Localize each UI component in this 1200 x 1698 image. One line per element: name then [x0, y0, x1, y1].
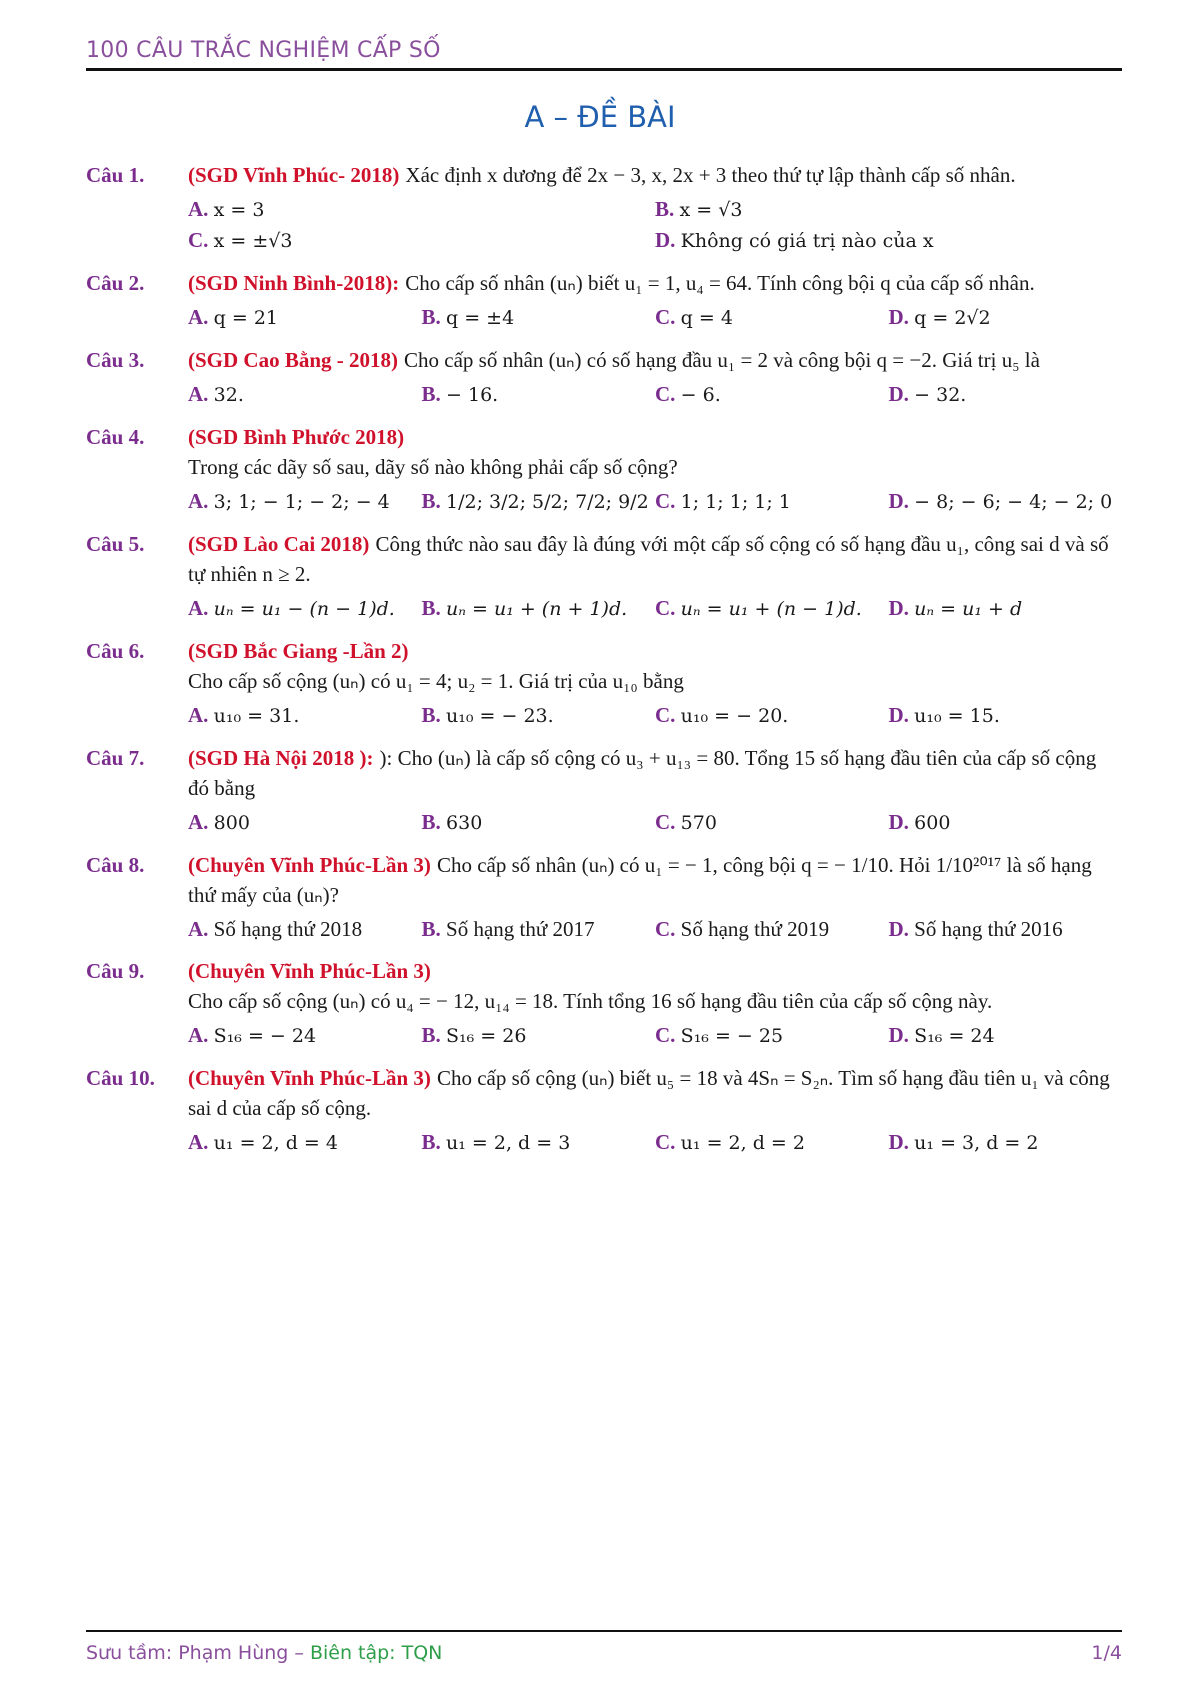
option-label: A. [188, 197, 209, 221]
question-source: (SGD Vĩnh Phúc- 2018) [188, 163, 400, 187]
option-label: A. [188, 596, 209, 620]
option-c[interactable] [655, 302, 889, 333]
header-divider [86, 68, 1122, 71]
option-a[interactable] [188, 486, 422, 517]
question-number: Câu 5. [86, 532, 145, 556]
option-c[interactable] [655, 379, 889, 410]
option-value: q = 2√2 [914, 307, 991, 329]
question-text: Công thức nào sau đây là đúng với một cấp số cộng có số hạng đầu u₁, công sai d và số tự nhiên n ≥ 2. [188, 532, 1109, 586]
option-label: B. [421, 917, 441, 941]
option-label: D. [888, 917, 909, 941]
option-label: D. [888, 305, 909, 329]
question-source: (Chuyên Vĩnh Phúc-Lần 3) [188, 1066, 431, 1090]
option-a[interactable] [188, 379, 422, 410]
option-d[interactable] [889, 807, 1123, 838]
option-label: B. [421, 596, 441, 620]
option-label: B. [421, 305, 441, 329]
option-label: A. [188, 1130, 209, 1154]
question-number: Câu 6. [86, 639, 145, 663]
option-c[interactable] [655, 593, 889, 624]
option-label: D. [888, 1023, 909, 1047]
option-b[interactable] [422, 379, 656, 410]
footer-collector: Sưu tầm: Phạm Hùng – [86, 1642, 310, 1664]
option-value: u₁₀ = − 23. [446, 705, 554, 727]
option-value: uₙ = u₁ + d [914, 598, 1023, 620]
option-c[interactable] [655, 1127, 889, 1158]
question-text: ): Cho (uₙ) là cấp số cộng có u₃ + u₁₃ = 80. Tổng 15 số hạng đầu tiên của cấp số cộng đó bằng [188, 746, 1097, 800]
option-value: 1/2; 3/2; 5/2; 7/2; 9/2 [446, 491, 649, 513]
option-value: q = ±4 [446, 307, 515, 329]
option-label: B. [421, 489, 441, 513]
option-label: D. [655, 228, 676, 252]
option-b[interactable] [422, 486, 656, 517]
option-value: 800 [213, 812, 250, 834]
option-label: D. [888, 489, 909, 513]
option-value: uₙ = u₁ + (n − 1)d. [680, 598, 862, 620]
option-label: C. [655, 703, 676, 727]
page-footer [86, 1642, 1122, 1664]
option-label: B. [421, 382, 441, 406]
option-value: − 16. [446, 384, 499, 406]
option-value: 3; 1; − 1; − 2; − 4 [213, 491, 390, 513]
option-value: − 32. [914, 384, 967, 406]
option-b[interactable] [422, 700, 656, 731]
question-1 [86, 160, 1122, 256]
question-number: Câu 8. [86, 853, 145, 877]
option-label: C. [655, 1130, 676, 1154]
option-label: D. [888, 1130, 909, 1154]
option-a[interactable] [188, 1127, 422, 1158]
option-label: D. [888, 703, 909, 727]
question-number: Câu 10. [86, 1066, 155, 1090]
question-7 [86, 743, 1122, 838]
option-value: 600 [914, 812, 951, 834]
option-b[interactable] [422, 1020, 656, 1051]
option-value: 630 [446, 812, 483, 834]
page-number: 1/4 [1091, 1642, 1122, 1664]
option-label: B. [421, 1130, 441, 1154]
option-a[interactable] [188, 914, 422, 944]
option-value: x = √3 [679, 199, 743, 221]
question-4 [86, 422, 1122, 517]
question-source: (SGD Bình Phước 2018) [188, 425, 405, 449]
option-label: A. [188, 1023, 209, 1047]
option-value: Không có giá trị nào của x [680, 230, 934, 252]
option-value: S₁₆ = 24 [914, 1025, 995, 1047]
question-number: Câu 4. [86, 425, 145, 449]
option-b[interactable] [422, 807, 656, 838]
option-value: Số hạng thứ 2017 [446, 917, 595, 941]
option-value: x = ±√3 [213, 230, 293, 252]
option-label: C. [655, 810, 676, 834]
question-number: Câu 2. [86, 271, 145, 295]
option-label: D. [888, 810, 909, 834]
option-d[interactable] [889, 302, 1123, 333]
question-10 [86, 1063, 1122, 1158]
footer-divider [86, 1630, 1122, 1632]
option-value: S₁₆ = − 25 [680, 1025, 784, 1047]
option-label: A. [188, 305, 209, 329]
question-text: Cho cấp số cộng (uₙ) có u₄ = − 12, u₁₄ = 18. Tính tổng 16 số hạng đầu tiên của cấp số cộng này. [188, 989, 993, 1013]
question-text: Cho cấp số cộng (uₙ) có u₁ = 4; u₂ = 1. Giá trị của u₁₀ bằng [188, 669, 684, 693]
question-9 [86, 956, 1122, 1051]
page-header-title: 100 CÂU TRẮC NGHIỆM CẤP SỐ [86, 38, 441, 63]
option-label: B. [655, 197, 675, 221]
option-value: − 8; − 6; − 4; − 2; 0 [914, 491, 1113, 513]
option-value: u₁ = 2, d = 2 [680, 1132, 805, 1154]
option-value: u₁ = 2, d = 4 [213, 1132, 338, 1154]
option-value: u₁₀ = − 20. [680, 705, 789, 727]
option-label: B. [421, 703, 441, 727]
option-value: x = 3 [213, 199, 265, 221]
option-label: C. [655, 596, 676, 620]
question-source: (SGD Cao Bằng - 2018) [188, 348, 399, 372]
option-label: A. [188, 489, 209, 513]
option-value: uₙ = u₁ − (n − 1)d. [213, 598, 395, 620]
question-number: Câu 1. [86, 163, 145, 187]
option-b[interactable] [422, 302, 656, 333]
option-value: Số hạng thứ 2018 [213, 917, 363, 941]
option-d[interactable] [889, 1020, 1123, 1051]
option-value: Số hạng thứ 2016 [914, 917, 1063, 941]
question-text: Cho cấp số nhân (uₙ) có u₁ = − 1, công bội q = − 1/10. Hỏi 1/10²⁰¹⁷ là số hạng thứ mấy của (uₙ)? [188, 853, 1092, 907]
option-label: C. [655, 1023, 676, 1047]
option-value: S₁₆ = − 24 [213, 1025, 317, 1047]
option-label: D. [888, 382, 909, 406]
question-number: Câu 3. [86, 348, 145, 372]
option-a[interactable] [188, 593, 422, 624]
option-value: Số hạng thứ 2019 [680, 917, 830, 941]
option-a[interactable] [188, 700, 422, 731]
question-3 [86, 345, 1122, 410]
option-value: u₁₀ = 31. [213, 705, 300, 727]
option-b[interactable] [422, 1127, 656, 1158]
option-a[interactable] [188, 194, 655, 225]
question-list [86, 160, 1122, 1170]
question-source: (SGD Bắc Giang -Lần 2) [188, 639, 409, 663]
option-d[interactable] [889, 379, 1123, 410]
question-2 [86, 268, 1122, 333]
option-value: 32. [213, 384, 244, 406]
option-c[interactable] [655, 914, 889, 944]
question-6 [86, 636, 1122, 731]
option-value: 570 [680, 812, 717, 834]
option-label: C. [188, 228, 209, 252]
option-d[interactable] [655, 225, 1122, 256]
footer-editor: Biên tập: TQN [309, 1642, 443, 1664]
option-d[interactable] [889, 914, 1123, 944]
option-value: S₁₆ = 26 [446, 1025, 527, 1047]
question-source: (SGD Ninh Bình-2018): [188, 271, 400, 295]
question-8 [86, 850, 1122, 944]
option-value: uₙ = u₁ + (n + 1)d. [446, 598, 628, 620]
option-a[interactable] [188, 302, 422, 333]
option-label: A. [188, 810, 209, 834]
option-label: D. [888, 596, 909, 620]
option-value: q = 21 [213, 307, 279, 329]
option-label: A. [188, 917, 209, 941]
option-d[interactable] [889, 486, 1123, 517]
option-label: C. [655, 382, 676, 406]
option-value: u₁ = 2, d = 3 [446, 1132, 571, 1154]
question-source: (Chuyên Vĩnh Phúc-Lần 3) [188, 959, 431, 983]
option-label: C. [655, 305, 676, 329]
option-a[interactable] [188, 807, 422, 838]
question-number: Câu 7. [86, 746, 145, 770]
section-title: A – ĐỀ BÀI [524, 100, 676, 134]
option-value: 1; 1; 1; 1; 1 [680, 491, 791, 513]
option-label: C. [655, 917, 676, 941]
option-value: u₁₀ = 15. [914, 705, 1000, 727]
option-b[interactable] [655, 194, 1122, 225]
question-source: (SGD Lào Cai 2018) [188, 532, 370, 556]
option-label: B. [421, 1023, 441, 1047]
question-source: (Chuyên Vĩnh Phúc-Lần 3) [188, 853, 431, 877]
question-text: Cho cấp số nhân (uₙ) biết u₁ = 1, u₄ = 64. Tính công bội q của cấp số nhân. [405, 271, 1035, 295]
question-5 [86, 529, 1122, 624]
option-label: A. [188, 382, 209, 406]
question-number: Câu 9. [86, 959, 145, 983]
option-d[interactable] [889, 593, 1123, 624]
option-a[interactable] [188, 1020, 422, 1051]
question-text: Cho cấp số cộng (uₙ) biết u₅ = 18 và 4Sₙ = S₂ₙ. Tìm số hạng đầu tiên u₁ và công sai d của cấp số cộng. [188, 1066, 1110, 1120]
option-value: u₁ = 3, d = 2 [914, 1132, 1039, 1154]
option-c[interactable] [188, 225, 655, 256]
question-text: Trong các dãy số sau, dãy số nào không phải cấp số cộng? [188, 455, 678, 479]
option-label: B. [421, 810, 441, 834]
option-label: A. [188, 703, 209, 727]
option-c[interactable] [655, 1020, 889, 1051]
option-d[interactable] [889, 700, 1123, 731]
option-value: q = 4 [680, 307, 733, 329]
question-source: (SGD Hà Nội 2018 ): [188, 746, 374, 770]
question-text: Cho cấp số nhân (uₙ) có số hạng đầu u₁ = 2 và công bội q = −2. Giá trị u₅ là [404, 348, 1040, 372]
option-b[interactable] [422, 914, 656, 944]
option-c[interactable] [655, 807, 889, 838]
question-text: Xác định x dương để 2x − 3, x, 2x + 3 theo thứ tự lập thành cấp số nhân. [405, 163, 1016, 187]
option-label: C. [655, 489, 676, 513]
option-value: − 6. [680, 384, 721, 406]
option-b[interactable] [422, 593, 656, 624]
option-d[interactable] [889, 1127, 1123, 1158]
option-c[interactable] [655, 700, 889, 731]
option-c[interactable] [655, 486, 889, 517]
